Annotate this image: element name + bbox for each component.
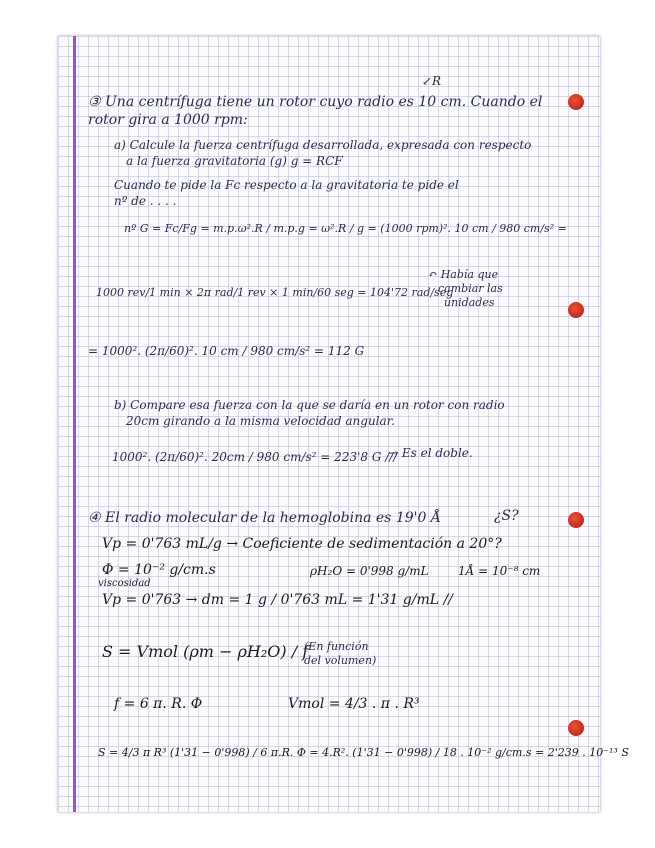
conversion-note-line2: cambiar las [438,282,503,295]
angstrom-conversion: 1Å = 10⁻⁸ cm [458,564,541,578]
density-calculation: Vp = 0'763 → dm = 1 g / 0'763 mL = 1'31 g/mL // [102,592,453,608]
partial-specific-volume: Vp = 0'763 mL/g → Coeficiente de sedimentación a 20°? [102,536,502,552]
volume-equation: Vmol = 4/3 . π . R³ [288,696,420,712]
binder-hole [568,720,584,736]
final-sedimentation-result: S = 4/3 π R³ (1'31 − 0'998) / 6 π.R. Φ = 4.R². (1'31 − 0'998) / 18 . 10⁻² g/cm.s = 2'239 . 10⁻¹³ S [98,746,629,759]
equation-g-ratio: nº G = Fc/Fg = m.p.ω².R / m.p.g = ω².R / g = (1000 rpm)². 10 cm / 980 cm/s² = [124,222,567,235]
binder-hole [568,302,584,318]
viscosity-label: viscosidad [98,578,151,589]
water-density: ρH₂O = 0'998 g/mL [310,564,429,578]
part-a-line2: a la fuerza gravitatoria (g) g = RCF [126,154,343,168]
sedimentation-equation: S = Vmol (ρm − ρH₂O) / f [102,642,309,661]
problem-3-statement-line1: ③ Una centrífuga tiene un rotor cuyo radio es 10 cm. Cuando el [88,94,543,110]
binder-hole [568,512,584,528]
problem-3-statement-line2: rotor gira a 1000 rpm: [88,112,248,128]
radius-annotation: ↙R [422,74,442,88]
note-line1: Cuando te pide la Fc respecto a la gravitatoria te pide el [114,178,459,192]
notebook-page [58,36,629,812]
part-b-line1: b) Compare esa fuerza con la que se daría en un rotor con radio [114,398,505,412]
conversion-note-line1: ↶ Había que [428,268,499,281]
viscosity-value: Φ = 10⁻² g/cm.s [102,562,216,578]
equation-20cm-result: 1000². (2π/60)². 20cm / 980 cm/s² = 223'8 G /// [112,450,398,464]
part-a-line1: a) Calcule la fuerza centrífuga desarrollada, expresada con respecto [114,138,532,152]
sedimentation-note-line2: del volumen) [304,654,377,667]
problem-4-statement: ④ El radio molecular de la hemoglobina es 19'0 Å [88,510,441,526]
conversion-note-line3: unidades [444,296,495,309]
part-b-line2: 20cm girando a la misma velocidad angular. [126,414,395,428]
s-question: ¿S? [494,508,519,524]
sedimentation-note-line1: (En función [304,640,369,653]
binder-hole [568,94,584,110]
unit-conversion: 1000 rev/1 min × 2π rad/1 rev × 1 min/60 seg = 104'72 rad/seg [96,286,454,299]
margin-line [73,36,76,812]
equation-rcf-result: = 1000². (2π/60)². 10 cm / 980 cm/s² = 112 G [88,344,365,358]
friction-equation: f = 6 π. R. Φ [114,696,203,712]
equation-20cm-note: → Es el doble. [388,446,473,460]
note-line2: nº de . . . . [114,194,177,208]
